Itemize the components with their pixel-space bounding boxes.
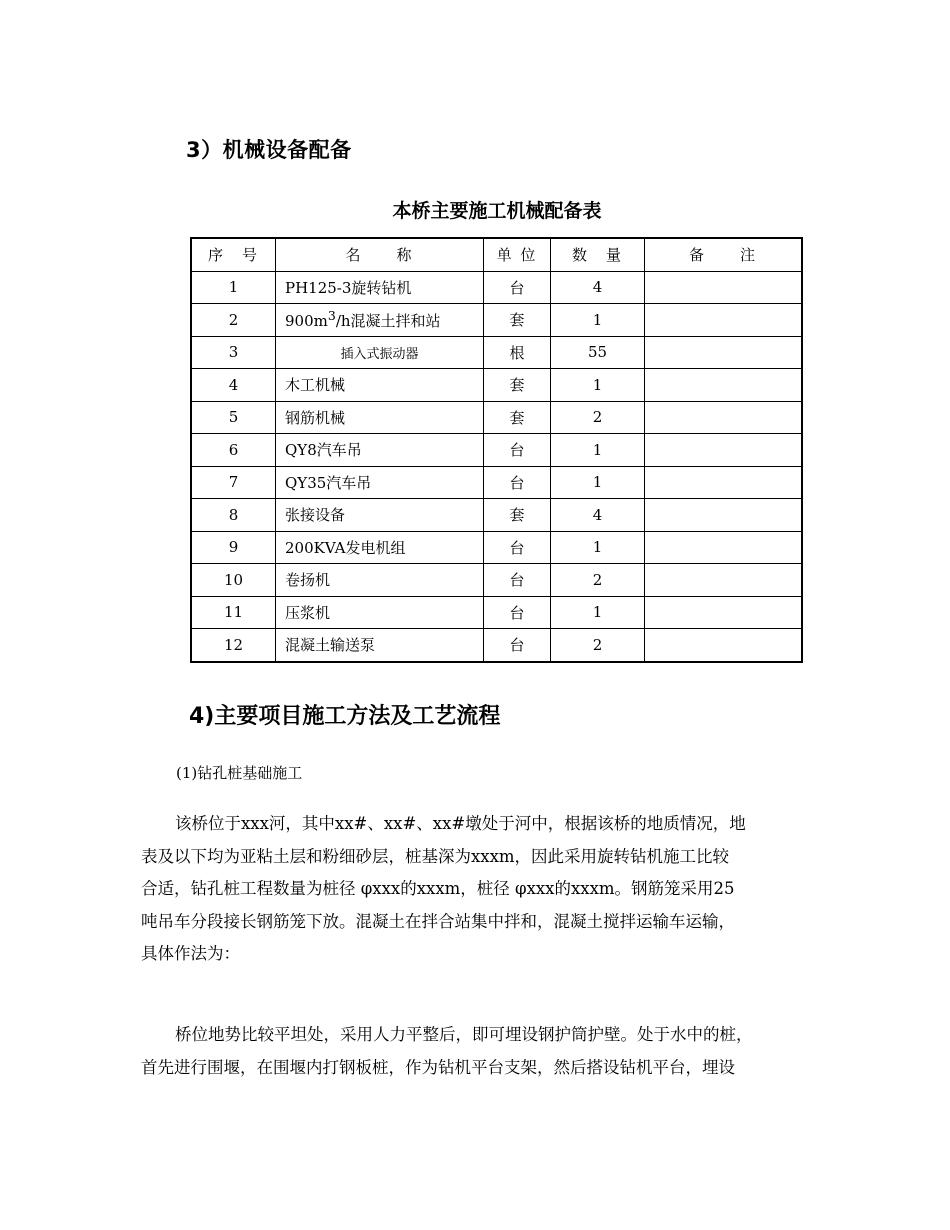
cell-note — [645, 564, 803, 597]
paragraph-line: 该桥位于xxx河，其中xx#、xx#、xx#墩处于河中，根据该桥的地质情况，地 — [175, 814, 746, 833]
table-header-row — [191, 238, 802, 271]
cell-no: 5 — [191, 401, 276, 434]
cell-qty: 1 — [551, 531, 645, 564]
cell-note — [645, 271, 803, 304]
cell-name-suffix: /h混凝土拌和站 — [335, 312, 441, 331]
body-paragraph-1 — [141, 808, 809, 971]
cell-no: 11 — [191, 596, 276, 629]
section-heading-methods: 4)主要项目施工方法及工艺流程 — [189, 704, 501, 729]
cell-note — [645, 499, 803, 532]
cell-no: 7 — [191, 466, 276, 499]
cell-unit: 台 — [484, 434, 551, 467]
cell-no: 6 — [191, 434, 276, 467]
subheading-bored-pile: (1)钻孔桩基础施工 — [176, 764, 303, 782]
cell-name: QY8汽车吊 — [276, 434, 484, 467]
cell-qty: 1 — [551, 369, 645, 402]
cell-unit: 台 — [484, 531, 551, 564]
cell-qty: 4 — [551, 499, 645, 532]
cell-name: 张接设备 — [276, 499, 484, 532]
header-no: 序 号 — [191, 238, 276, 271]
cell-qty: 4 — [551, 271, 645, 304]
cell-unit: 台 — [484, 564, 551, 597]
cell-qty: 2 — [551, 564, 645, 597]
cell-name: QY35汽车吊 — [276, 466, 484, 499]
table-title: 本桥主要施工机械配备表 — [392, 200, 602, 222]
table-row — [191, 304, 802, 337]
table-row — [191, 401, 802, 434]
cell-unit: 套 — [484, 304, 551, 337]
cell-no: 3 — [191, 336, 276, 369]
cell-unit: 台 — [484, 271, 551, 304]
paragraph-line: 桥位地势比较平坦处，采用人力平整后，即可埋设钢护筒护壁。处于水中的桩， — [175, 1025, 753, 1044]
equipment-table — [190, 237, 803, 663]
cell-unit: 根 — [484, 336, 551, 369]
cell-qty: 1 — [551, 434, 645, 467]
cell-name: 木工机械 — [276, 369, 484, 402]
cell-unit: 台 — [484, 629, 551, 662]
cell-unit: 台 — [484, 596, 551, 629]
paragraph-line: 吨吊车分段接长钢筋笼下放。混凝土在拌合站集中拌和，混凝土搅拌运输车运输， — [141, 911, 735, 931]
header-note: 备 注 — [645, 238, 803, 271]
cell-qty: 1 — [551, 304, 645, 337]
table-row — [191, 531, 802, 564]
cell-name: 混凝土输送泵 — [276, 629, 484, 662]
header-name: 名 称 — [276, 238, 484, 271]
body-paragraph-2 — [141, 1019, 809, 1084]
cell-note — [645, 369, 803, 402]
table-row — [191, 271, 802, 304]
cell-unit: 套 — [484, 499, 551, 532]
cell-note — [645, 629, 803, 662]
cell-no: 4 — [191, 369, 276, 402]
cell-note — [645, 336, 803, 369]
cell-name-superscript: 3 — [327, 308, 336, 324]
cell-qty: 2 — [551, 629, 645, 662]
cell-note — [645, 466, 803, 499]
header-unit: 单 位 — [484, 238, 551, 271]
cell-qty: 1 — [551, 466, 645, 499]
table-row — [191, 564, 802, 597]
cell-unit: 套 — [484, 401, 551, 434]
cell-unit: 台 — [484, 466, 551, 499]
table-row — [191, 596, 802, 629]
paragraph-line: 首先进行围堰，在围堰内打钢板桩，作为钻机平台支架，然后搭设钻机平台，埋设 — [141, 1057, 735, 1077]
table-row — [191, 499, 802, 532]
cell-note — [645, 304, 803, 337]
cell-note — [645, 401, 803, 434]
cell-qty: 55 — [551, 336, 645, 369]
cell-no: 1 — [191, 271, 276, 304]
table-row — [191, 336, 802, 369]
cell-name: 卷扬机 — [276, 564, 484, 597]
cell-no: 12 — [191, 629, 276, 662]
paragraph-line: 表及以下均为亚粘土层和粉细砂层，桩基深为xxxm，因此采用旋转钻机施工比较 — [141, 846, 730, 866]
cell-qty: 2 — [551, 401, 645, 434]
table-row — [191, 629, 802, 662]
cell-name: 压浆机 — [276, 596, 484, 629]
cell-note — [645, 531, 803, 564]
cell-note — [645, 434, 803, 467]
cell-name-prefix: 900m — [285, 312, 328, 331]
paragraph-line: 具体作法为： — [141, 944, 240, 964]
cell-no: 8 — [191, 499, 276, 532]
cell-note — [645, 596, 803, 629]
cell-no: 10 — [191, 564, 276, 597]
cell-name: PH125-3旋转钻机 — [276, 271, 484, 304]
table-row — [191, 466, 802, 499]
cell-name: 钢筋机械 — [276, 401, 484, 434]
cell-qty: 1 — [551, 596, 645, 629]
cell-no: 9 — [191, 531, 276, 564]
section-heading-equipment: 3）机械设备配备 — [186, 138, 352, 162]
paragraph-line: 合适，钻孔桩工程数量为桩径 φxxx的xxxm，桩径 φxxx的xxxm。钢筋笼采用25 — [141, 879, 735, 899]
cell-no: 2 — [191, 304, 276, 337]
table-row — [191, 369, 802, 402]
cell-unit: 套 — [484, 369, 551, 402]
cell-name — [276, 304, 484, 337]
cell-name: 插入式振动器 — [276, 336, 484, 369]
table-row — [191, 434, 802, 467]
header-qty: 数 量 — [551, 238, 645, 271]
cell-name: 200KVA发电机组 — [276, 531, 484, 564]
